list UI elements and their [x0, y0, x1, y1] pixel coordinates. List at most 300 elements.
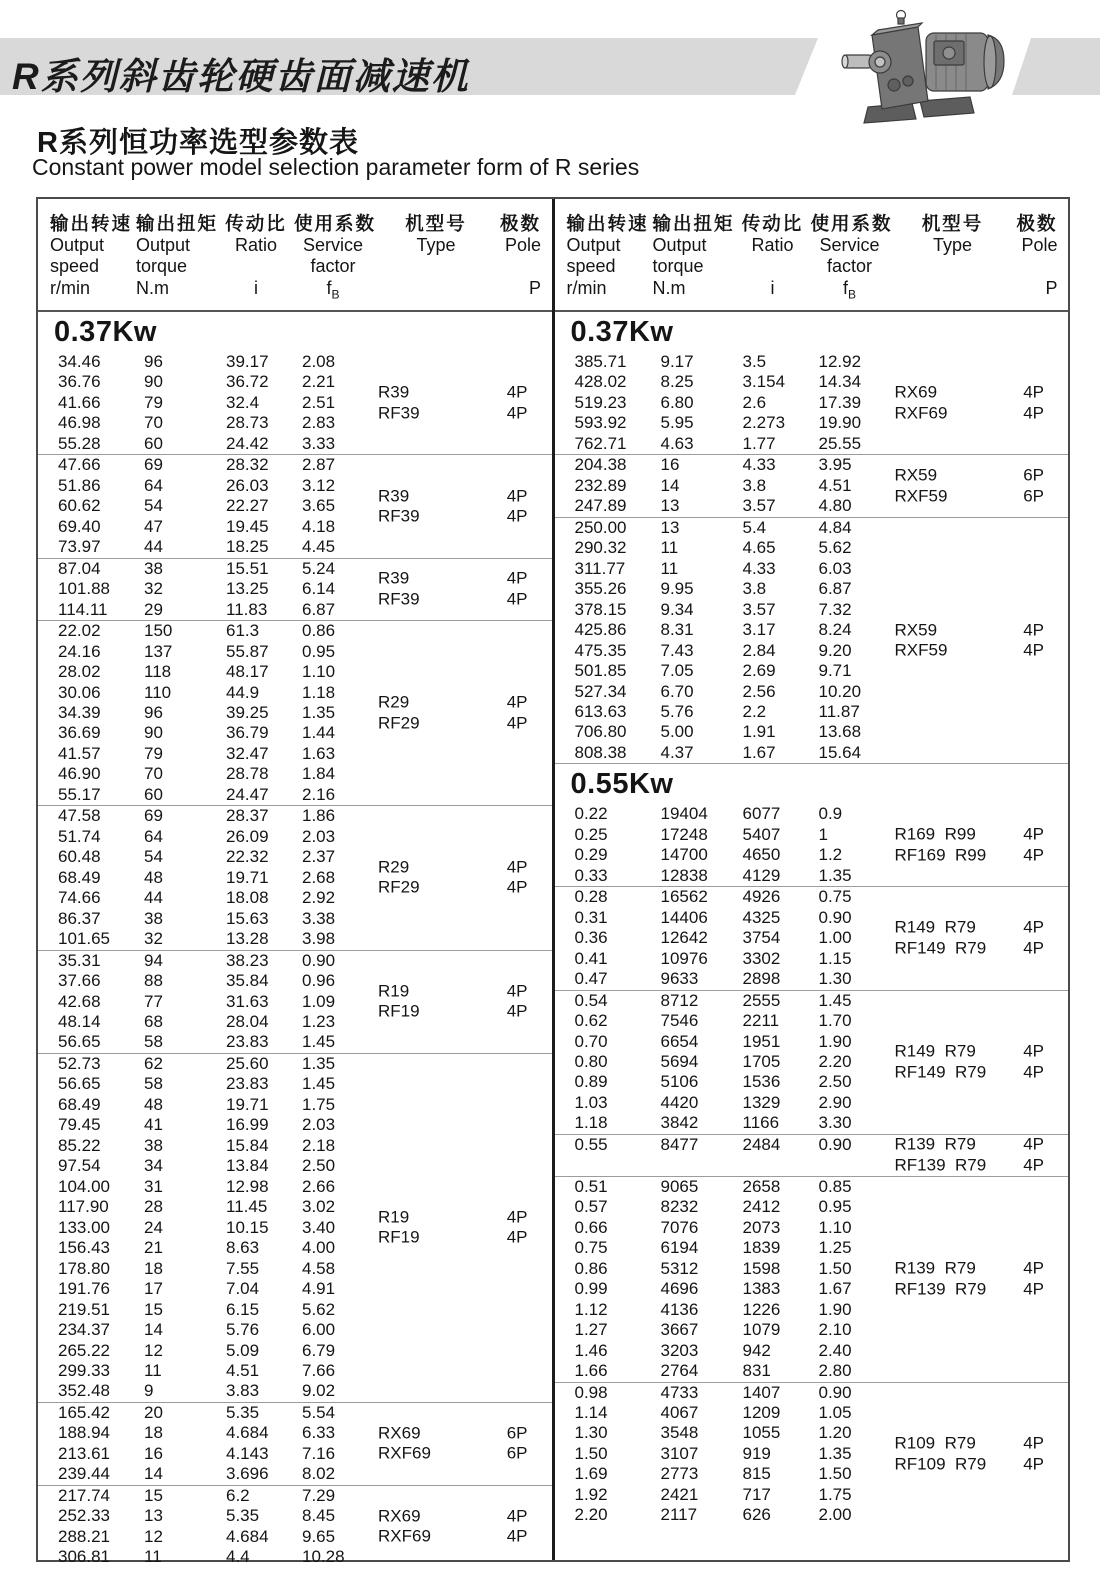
type-value: R19 — [378, 1207, 410, 1227]
type-value: RF139 R79 — [894, 1279, 987, 1299]
column-label-zh: 传动比 — [225, 213, 287, 234]
cell-torque: 68 — [144, 1012, 163, 1031]
cell-torque: 6654 — [660, 1031, 699, 1051]
cell-speed: 79.45 — [58, 1115, 101, 1135]
cell-factor: 0.90 — [302, 950, 336, 970]
column-unit — [294, 278, 372, 300]
type-pole-block — [895, 1434, 1069, 1475]
table-row — [38, 1115, 552, 1135]
table-row — [555, 702, 1069, 722]
table-row — [555, 1177, 1069, 1197]
cell-ratio: 12.98 — [226, 1176, 269, 1196]
table-row — [38, 929, 552, 949]
cell-speed: 299.33 — [58, 1360, 110, 1380]
cell-speed: 74.66 — [58, 888, 101, 908]
cell-ratio: 28.78 — [226, 764, 269, 784]
cell-torque: 9 — [144, 1381, 154, 1401]
cell-speed: 252.33 — [58, 1506, 110, 1526]
cell-ratio: 39.25 — [226, 702, 269, 722]
pole-value: 4P — [506, 382, 528, 402]
column-header — [810, 213, 893, 310]
cell-speed: 46.90 — [58, 764, 101, 784]
cell-ratio: 2898 — [742, 969, 781, 989]
cell-torque: 5.95 — [660, 413, 694, 433]
pole-value: 4P — [506, 486, 528, 506]
model-group — [555, 1134, 1069, 1176]
column-label-en: Type — [932, 234, 973, 255]
cell-ratio: 4.143 — [226, 1443, 269, 1463]
cell-ratio: 4129 — [742, 865, 781, 885]
cell-speed: 1.92 — [574, 1484, 608, 1504]
cell-speed: 527.34 — [574, 681, 627, 701]
type-pole-block — [378, 1423, 552, 1464]
type-line — [895, 1135, 1069, 1155]
type-value: R39 — [378, 382, 410, 402]
cell-ratio: 6.2 — [226, 1485, 250, 1505]
column-label-en: Service — [819, 234, 880, 255]
cell-torque: 18 — [144, 1423, 163, 1443]
table-row — [38, 1279, 552, 1299]
cell-torque: 5312 — [660, 1258, 699, 1278]
cell-torque: 96 — [144, 702, 163, 722]
cell-ratio: 38.23 — [226, 950, 269, 970]
cell-torque: 12642 — [660, 928, 708, 948]
type-line — [895, 641, 1069, 661]
cell-ratio: 16.99 — [226, 1115, 269, 1135]
cell-ratio: 19.71 — [226, 1094, 269, 1114]
cell-ratio: 19.71 — [226, 867, 269, 887]
cell-factor: 1.50 — [818, 1258, 852, 1278]
cell-factor: 2.87 — [302, 455, 336, 475]
table-row — [38, 764, 552, 784]
cell-speed: 613.63 — [574, 701, 627, 721]
model-group — [38, 620, 552, 805]
type-line — [895, 466, 1069, 486]
cell-torque: 17248 — [660, 824, 708, 844]
cell-ratio: 3.696 — [226, 1464, 269, 1484]
type-pole-block — [378, 1506, 552, 1547]
cell-torque: 20 — [144, 1402, 163, 1422]
table-row — [38, 1486, 552, 1506]
cell-speed: 69.40 — [58, 516, 101, 536]
cell-ratio: 1329 — [742, 1092, 781, 1112]
cell-factor: 1.45 — [302, 1074, 336, 1094]
cell-torque: 70 — [144, 413, 163, 433]
section-title-en: Constant power model selection parameter form of R series — [32, 154, 640, 180]
power-section-label: 0.37Kw — [54, 315, 157, 348]
cell-speed: 51.74 — [58, 826, 101, 846]
cell-ratio: 3.17 — [742, 620, 776, 640]
cell-torque: 137 — [144, 641, 173, 661]
cell-ratio: 4.684 — [226, 1423, 269, 1443]
cell-speed: 0.54 — [574, 990, 608, 1010]
cell-factor: 6.79 — [302, 1340, 336, 1360]
cell-factor: 1.67 — [818, 1279, 852, 1299]
type-pole-block — [895, 383, 1069, 424]
table-row — [38, 434, 552, 454]
type-line — [895, 1454, 1069, 1474]
type-pole-block — [378, 981, 552, 1022]
type-line — [378, 1002, 552, 1022]
cell-ratio: 4.65 — [742, 538, 776, 558]
column-label-en: torque — [136, 256, 188, 276]
table-row — [38, 951, 552, 971]
cell-speed: 68.49 — [58, 1094, 101, 1114]
column-label-en — [500, 256, 541, 278]
cell-speed: 1.03 — [574, 1092, 608, 1112]
cell-factor: 1.35 — [818, 1443, 852, 1463]
cell-ratio: 4.4 — [226, 1547, 250, 1567]
cell-factor: 1.35 — [302, 702, 336, 722]
column-header — [1017, 213, 1082, 310]
cell-factor: 5.62 — [302, 1299, 336, 1319]
cell-factor: 0.96 — [302, 971, 336, 991]
cell-speed: 217.74 — [58, 1485, 110, 1505]
column-label-en — [1017, 256, 1058, 278]
cell-factor: 2.50 — [302, 1156, 336, 1176]
column-header — [50, 213, 136, 310]
cell-ratio: 1.91 — [742, 722, 776, 742]
table-row — [555, 1113, 1069, 1133]
type-value: R149 R79 — [894, 917, 976, 937]
cell-speed: 0.86 — [574, 1258, 608, 1278]
cell-speed: 1.18 — [574, 1113, 608, 1133]
model-group — [38, 805, 552, 949]
model-group — [38, 1053, 552, 1402]
type-value: R39 — [378, 486, 410, 506]
cell-ratio: 5407 — [742, 824, 781, 844]
cell-factor: 2.16 — [302, 784, 336, 804]
table-row — [555, 1197, 1069, 1217]
type-line — [895, 1279, 1069, 1299]
pole-value: 4P — [1023, 640, 1044, 660]
cell-speed: 0.22 — [574, 804, 608, 824]
model-group — [38, 1402, 552, 1485]
cell-speed: 0.31 — [574, 907, 608, 927]
cell-torque: 7.05 — [660, 661, 694, 681]
cell-ratio: 3302 — [742, 948, 781, 968]
pole-value: 4P — [1023, 845, 1044, 865]
cell-speed: 36.69 — [58, 723, 101, 743]
cell-ratio: 626 — [742, 1505, 771, 1525]
table-header-row — [555, 199, 1069, 312]
cell-factor: 4.58 — [302, 1258, 336, 1278]
pole-value: 4P — [1023, 938, 1044, 958]
table-row — [38, 1381, 552, 1401]
cell-ratio: 3.83 — [226, 1381, 260, 1401]
type-value: RF19 — [378, 1001, 420, 1021]
model-group — [555, 1176, 1069, 1382]
cell-factor: 6.14 — [302, 579, 336, 599]
cell-ratio: 23.83 — [226, 1074, 269, 1094]
table-row — [38, 621, 552, 641]
cell-ratio: 3.8 — [742, 475, 767, 495]
cell-factor: 4.45 — [302, 537, 336, 557]
pole-value: 4P — [506, 981, 528, 1001]
pole-value: 4P — [506, 568, 528, 588]
cell-factor: 2.00 — [818, 1505, 852, 1525]
cell-speed: 22.02 — [58, 621, 101, 641]
cell-ratio: 4.33 — [742, 455, 776, 475]
cell-torque: 9.17 — [660, 352, 694, 371]
cell-torque: 12 — [144, 1340, 163, 1360]
cell-factor: 7.16 — [302, 1443, 336, 1463]
pole-value: 4P — [506, 692, 528, 712]
cell-torque: 14 — [144, 1464, 163, 1484]
cell-factor: 4.84 — [818, 517, 852, 537]
type-value: RF39 — [378, 403, 420, 423]
table-row — [38, 1074, 552, 1094]
cell-ratio: 11.83 — [226, 599, 268, 619]
table-row — [38, 1095, 552, 1115]
table-row — [555, 579, 1069, 599]
cell-factor: 9.65 — [302, 1526, 336, 1546]
cell-torque: 8712 — [660, 990, 699, 1010]
cell-torque: 13 — [660, 496, 680, 516]
table-row — [555, 991, 1069, 1011]
cell-torque: 31 — [144, 1176, 163, 1196]
type-line — [378, 403, 552, 423]
type-pole-block — [378, 569, 552, 610]
type-line — [378, 569, 552, 589]
cell-ratio: 5.76 — [226, 1320, 260, 1340]
type-line — [378, 981, 552, 1001]
cell-torque: 16 — [144, 1443, 163, 1463]
model-group — [555, 352, 1069, 454]
type-value: RF29 — [378, 713, 420, 733]
type-pole-block — [895, 825, 1069, 866]
cell-torque: 8.25 — [660, 372, 694, 392]
cell-factor: 9.02 — [302, 1381, 336, 1401]
pole-value: 6P — [1023, 465, 1044, 485]
cell-ratio: 2412 — [742, 1197, 781, 1217]
unit-main: f — [326, 277, 332, 298]
cell-torque: 90 — [144, 723, 163, 743]
cell-factor: 25.55 — [818, 433, 862, 453]
cell-factor: 12.92 — [818, 352, 862, 371]
cell-factor: 9.71 — [818, 661, 852, 681]
table-row — [555, 1300, 1069, 1320]
cell-factor: 2.51 — [302, 392, 336, 412]
cell-ratio: 2555 — [742, 990, 781, 1010]
cell-ratio: 1536 — [742, 1072, 781, 1092]
column-unit: i — [254, 277, 258, 298]
cell-torque: 3107 — [660, 1443, 699, 1463]
cell-speed: 0.99 — [574, 1279, 608, 1299]
cell-factor: 3.95 — [818, 455, 852, 475]
pole-value: 4P — [1023, 403, 1044, 423]
pole-value: 4P — [1023, 1433, 1044, 1453]
type-value: RF29 — [378, 877, 420, 897]
cell-speed: 1.66 — [574, 1361, 608, 1381]
cell-torque: 79 — [144, 743, 163, 763]
cell-torque: 17 — [144, 1279, 163, 1299]
cell-factor: 2.03 — [302, 1115, 336, 1135]
cell-torque: 9.95 — [660, 579, 694, 599]
cell-factor: 2.83 — [302, 413, 336, 433]
cell-factor: 8.45 — [302, 1506, 336, 1526]
cell-factor: 3.33 — [302, 433, 336, 453]
cell-factor: 2.92 — [302, 888, 336, 908]
cell-speed: 0.70 — [574, 1031, 608, 1051]
column-label-en: factor — [826, 256, 873, 276]
cell-torque: 10976 — [660, 948, 708, 968]
cell-factor: 1.10 — [818, 1217, 852, 1237]
cell-speed: 0.33 — [574, 865, 608, 885]
cell-torque: 21 — [144, 1238, 163, 1258]
cell-factor: 1.23 — [302, 1012, 336, 1031]
table-row — [38, 1464, 552, 1484]
cell-factor: 3.40 — [302, 1217, 336, 1237]
cell-ratio: 25.60 — [226, 1053, 269, 1073]
table-row — [38, 1361, 552, 1381]
cell-speed: 0.36 — [574, 928, 608, 948]
type-value: R109 R79 — [894, 1433, 976, 1453]
cell-factor: 10.20 — [818, 681, 862, 701]
cell-factor: 7.29 — [302, 1485, 336, 1505]
pole-value: 4P — [1023, 382, 1044, 402]
type-pole-block — [895, 1135, 1069, 1176]
cell-torque: 38 — [144, 1135, 163, 1155]
cell-speed: 191.76 — [58, 1279, 110, 1299]
cell-torque: 28 — [144, 1197, 163, 1217]
type-value: RF149 R79 — [894, 1062, 987, 1082]
cell-ratio: 2658 — [742, 1176, 781, 1196]
cell-torque: 38 — [144, 558, 163, 578]
column-label-en — [372, 256, 500, 278]
cell-torque: 47 — [144, 516, 163, 536]
pole-value: 4P — [1023, 1041, 1044, 1061]
column-label-en: Output — [136, 234, 191, 255]
cell-speed: 762.71 — [574, 433, 627, 453]
cell-torque: 70 — [144, 764, 163, 784]
table-row — [555, 352, 1069, 372]
cell-factor: 4.51 — [818, 475, 852, 495]
cell-factor: 0.86 — [302, 621, 336, 641]
cell-ratio: 3.8 — [742, 579, 767, 599]
cell-speed: 290.32 — [574, 538, 627, 558]
cell-speed: 37.66 — [58, 971, 101, 991]
cell-speed: 56.65 — [58, 1074, 101, 1094]
cell-torque: 9633 — [660, 969, 699, 989]
cell-torque: 11 — [144, 1547, 162, 1567]
cell-ratio: 1079 — [742, 1320, 781, 1340]
cell-speed: 101.65 — [58, 929, 110, 949]
table-row — [38, 806, 552, 826]
cell-torque: 44 — [144, 537, 163, 557]
cell-ratio: 31.63 — [226, 991, 269, 1011]
pole-value: 4P — [1023, 824, 1044, 844]
cell-speed: 1.27 — [574, 1320, 608, 1340]
type-line — [378, 1207, 552, 1227]
column-label-en: Type — [416, 234, 456, 255]
cell-speed: 428.02 — [574, 372, 627, 392]
type-line — [895, 1062, 1069, 1082]
cell-factor: 2.03 — [302, 826, 336, 846]
cell-torque: 77 — [144, 991, 163, 1011]
cell-torque: 3667 — [660, 1320, 699, 1340]
cell-ratio: 7.04 — [226, 1279, 260, 1299]
pole-value: 4P — [506, 1526, 528, 1546]
column-label-en: Ratio — [751, 234, 794, 255]
cell-ratio: 23.83 — [226, 1032, 269, 1052]
cell-torque: 60 — [144, 784, 163, 804]
cell-speed: 48.14 — [58, 1012, 101, 1031]
cell-factor: 10.28 — [302, 1547, 345, 1567]
table-row — [555, 866, 1069, 886]
cell-torque: 94 — [144, 950, 163, 970]
cell-ratio: 919 — [742, 1443, 771, 1463]
cell-ratio: 4325 — [742, 907, 781, 927]
type-line — [378, 507, 552, 527]
column-header — [294, 213, 377, 310]
cell-factor: 0.95 — [818, 1197, 852, 1217]
cell-speed: 86.37 — [58, 908, 101, 928]
cell-torque: 6.70 — [660, 681, 694, 701]
cell-factor: 1.35 — [302, 1053, 336, 1073]
cell-torque: 7076 — [660, 1217, 699, 1237]
table-row — [555, 1320, 1069, 1340]
type-line — [378, 1423, 552, 1443]
cell-ratio: 942 — [742, 1340, 771, 1360]
cell-speed: 85.22 — [58, 1135, 101, 1155]
type-value: R149 R79 — [894, 1041, 976, 1061]
cell-factor: 4.00 — [302, 1238, 336, 1258]
table-header-row — [38, 199, 552, 312]
cell-ratio: 815 — [742, 1464, 771, 1484]
column-label-en — [218, 256, 294, 278]
cell-ratio: 28.37 — [226, 806, 269, 826]
section-title-zh: R系列恒功率选型参数表 — [37, 127, 359, 159]
cell-torque: 15 — [144, 1485, 163, 1505]
cell-factor: 0.75 — [818, 887, 852, 907]
table-row — [555, 1485, 1069, 1505]
model-group — [555, 517, 1069, 764]
cell-torque: 14406 — [660, 907, 708, 927]
cell-factor: 2.40 — [818, 1340, 852, 1360]
table-row — [38, 909, 552, 929]
pole-value: 4P — [506, 713, 528, 733]
table-row — [555, 1403, 1069, 1423]
table-row — [38, 744, 552, 764]
cell-ratio: 1209 — [742, 1402, 781, 1422]
cell-ratio: 44.9 — [226, 682, 260, 702]
cell-speed: 0.75 — [574, 1238, 608, 1258]
cell-ratio: 5.35 — [226, 1506, 260, 1526]
column-unit — [811, 278, 889, 300]
column-label-zh: 机型号 — [405, 213, 467, 234]
column-label-en: Ratio — [234, 234, 278, 255]
cell-ratio: 4.33 — [742, 558, 776, 578]
column-label-zh: 传动比 — [741, 213, 804, 234]
column-label-zh: 极数 — [1016, 213, 1058, 234]
cell-ratio: 28.73 — [226, 413, 269, 433]
pole-value: 4P — [506, 1227, 528, 1247]
cell-factor: 1.86 — [302, 806, 336, 826]
table-row — [555, 969, 1069, 989]
type-value: RF19 — [378, 1227, 420, 1247]
cell-ratio: 3.57 — [742, 496, 776, 516]
type-line — [895, 383, 1069, 403]
cell-ratio: 4.51 — [226, 1360, 260, 1380]
cell-factor: 1.90 — [818, 1031, 852, 1051]
table-right-half — [555, 199, 1069, 1560]
cell-ratio: 13.84 — [226, 1156, 269, 1176]
model-group — [38, 454, 552, 557]
type-pole-block — [895, 620, 1069, 661]
cell-speed: 1.12 — [574, 1299, 608, 1319]
cell-speed: 51.86 — [58, 475, 101, 495]
